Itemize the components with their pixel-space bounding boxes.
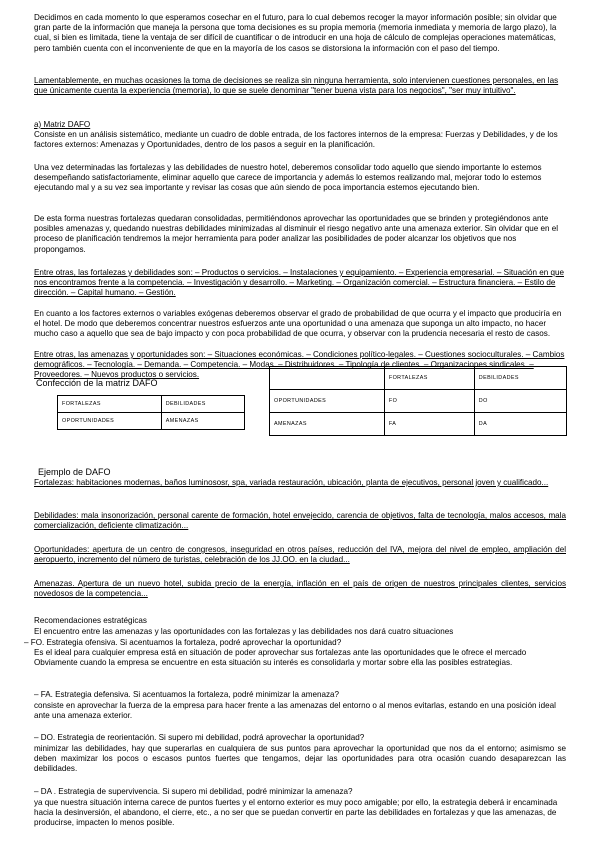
ejemplo-heading: Ejemplo de DAFO (38, 467, 111, 477)
dafo-matrix-cross (269, 366, 567, 436)
strengths-weaknesses-list: Entre otras, las fortalezas y debilidades son: – Productos o servicios. – Instalaciones y equipamiento. – Experiencia empresarial. – Situación en que nos encontramos frente a la competencia. – Investigación y desarrollo. – Marketing. – Organización comercial. – Estructura financiera. – Estilo de dirección. – Capital humano. – Gestión. (34, 268, 564, 298)
da-strategy-title: – DA . Estrategia de supervivencia. Si supero mi debilidad, podré minimizar la amenaza? (34, 787, 353, 796)
do-strategy-title: – DO. Estrategia de reorientación. Si supero mi debilidad, podrá aprovechar la oportunidad? (34, 733, 365, 742)
example-fortalezas: Fortalezas: habitaciones modernas, baños luminososr, spa, variada restauración, ubicación, planta de ejecutivos, personal joven y cualificado... (34, 478, 549, 487)
confeccion-label: Confección de la matriz DAFO (36, 378, 158, 388)
do-strategy-text: minimizar las debilidades, hay que superarlas en cualquiera de sus puntos para aprovechar la oportunidad que nos da el entorno; asimismo se deben maximizar los pocos o escasos puntos fuertes que tengamos, dejar las oportunidades para otra ocasión cuando desaparezcan las debilidades. (34, 744, 566, 774)
forma-paragraph: De esta forma nuestras fortalezas quedaran consolidadas, permitiéndonos aprovechar las oportunidades que se brinden y protegiéndonos ante posibles amenazas y, quedando nuestras debilidades minimizadas al disminuir el riesgo negativo ante una amenaza exterior. Sin olvidar que en el proceso de planificación tendremos la mejor herramienta para poder analizar las posibilidades de poder alcanzar los objetivos que nos propongamos. (34, 214, 559, 254)
da-strategy-text: ya que nuestra situación interna carece de puntos fuertes y el entorno exterior es muy poco amigable; por ello, la estrategia deberá ir encaminada hacia la desinversión, el abandono, el cierre, etc., a no ser que se puedan convertir en parte las debilidades en fortalezas y que las amenazas, de producirse, impacten lo menos posible. (34, 798, 558, 828)
cell-empty (270, 367, 385, 390)
cell-row-amenazas: AMENAZAS (270, 413, 385, 436)
cell-header-fortalezas: FORTALEZAS (384, 367, 474, 390)
recommendations-heading: Recomendaciones estratégicas (34, 616, 147, 625)
fa-strategy-title: – FA. Estrategia defensiva. Si acentuamos la fortaleza, podré minimizar la amenaza? (34, 690, 340, 699)
cell-amenazas: AMENAZAS (161, 413, 244, 430)
threats-opportunities-list: Entre otras, las amenazas y oportunidades son: – Situaciones económicas. – Condiciones político-legales. – Cuestiones socioculturales. – Cambios demográficos. – Tecnología. – Demanda. – Competencia. – Modas. – Distribuidores. – Tipología de clientes. – Organizaciones sindicales. – Proveedores. – Nuevos productos o servicios. (34, 350, 565, 380)
cell-oportunidades: OPORTUNIDADES (58, 413, 162, 430)
example-amenazas: Amenazas. Apertura de un nuevo hotel, subida precio de la energía, inflación en el país de origen de nuestros principales clientes, servicios novedosos de la competencia... (34, 579, 566, 599)
external-factors-paragraph: En cuanto a los factores externos o variables exógenas deberemos observar el grado de probabilidad de que ocurra y el impacto que produciría en el hotel. De modo que deberemos concentrar nuestros esfuerzos ante una oportunidad o una amenaza que suponga un alto impacto, no hacer mucho caso a aquello que sea de bajo impacto y con poca probabilidad de que ocurra, y observar con la prudencia necesaria el resto de casos. (34, 309, 562, 339)
cell-fa: FA (384, 413, 474, 436)
cell-header-debilidades: DEBILIDADES (474, 367, 566, 390)
cell-fortalezas: FORTALEZAS (58, 396, 162, 413)
matriz-definition: Consiste en un análisis sistemático, mediante un cuadro de doble entrada, de los factores internos de la empresa: Fuerzas y Debilidades, y de los factores externos: Amenazas y Oportunidades, dentro de los pasos a seguir en la planificación. (34, 130, 558, 150)
cell-do: DO (474, 390, 566, 413)
consolidar-paragraph: Una vez determinadas las fortalezas y las debilidades de nuestro hotel, deberemos consolidar todo aquello que siendo importante lo estemos desempeñando satisfactoriamente, eliminar aquello que carece de importancia y además lo estemos realizando mal, mejorar todo lo estemos ejecutando mal y a su vez sea importante y revisar las cosas que aún siendo de poca importancia estemos ejecutando bien. (34, 163, 542, 193)
cell-debilidades: DEBILIDADES (161, 396, 244, 413)
recommendations-intro: El encuentro entre las amenazas y las oportunidades con las fortalezas y las debilidades nos dará cuatro situaciones (34, 627, 454, 636)
cell-da: DA (474, 413, 566, 436)
matriz-heading: a) Matriz DAFO (34, 120, 91, 129)
lament-paragraph: Lamentablemente, en muchas ocasiones la toma de decisiones se realiza sin ninguna herramienta, solo intervienen cuestiones personales, en las que únicamente cuenta la experiencia (memoria), lo que se suele denominar "tener buena vista para los negocios", "ser muy intuitivo". (34, 76, 559, 96)
example-debilidades: Debilidades: mala insonorización, personal carente de formación, hotel envejecido, carencia de objetivos, falta de tecnología, malos accesos, mala comercialización, deficiente climatización... (34, 511, 566, 531)
cell-fo: FO (384, 390, 474, 413)
intro-paragraph: Decidimos en cada momento lo que esperamos cosechar en el futuro, para lo cual debemos recoger la mayor información posible; sin olvidar que gran parte de la información que maneja la persona que toma decisiones es su propia memoria (memoria inmediata y memoria de largo plazo), la cual, si bien es limitada, tiene la ventaja de ser difícil de cuantificar o de introducir en una hoja de cálculo de complejas operaciones matemáticas, pero también cuenta con el inconveniente de que en la mayoría de los casos se distorsiona la información con el paso del tiempo. (34, 13, 557, 53)
fo-strategy-title: – FO. Estrategia ofensiva. Si acentuamos la fortaleza, podré aprovechar la oportunidad? (24, 638, 342, 647)
fo-strategy-text: Es el ideal para cualquier empresa está en situación de poder aprovechar sus fortalezas ante las oportunidades que le ofrece el mercado Obviamente cuando la empresa se encuentre en esta situación su interés es consolidarla y mortar sobre ella las posibles estrategias. (34, 648, 527, 668)
example-oportunidades: Oportunidades: apertura de un centro de congresos, inseguridad en otros países, reducción del IVA, mejora del nivel de empleo, ampliación del aeropuerto, incremento del número de turistas, celebración de los JJ.OO. en la ciudad... (34, 545, 566, 565)
cell-row-oportunidades: OPORTUNIDADES (270, 390, 385, 413)
dafo-matrix-simple (57, 395, 245, 430)
fa-strategy-text: consiste en aprovechar la fuerza de la empresa para hacer frente a las amenazas del entorno o al menos evitarlas, estando en una posición ideal ante una amenaza exterior. (34, 701, 556, 721)
